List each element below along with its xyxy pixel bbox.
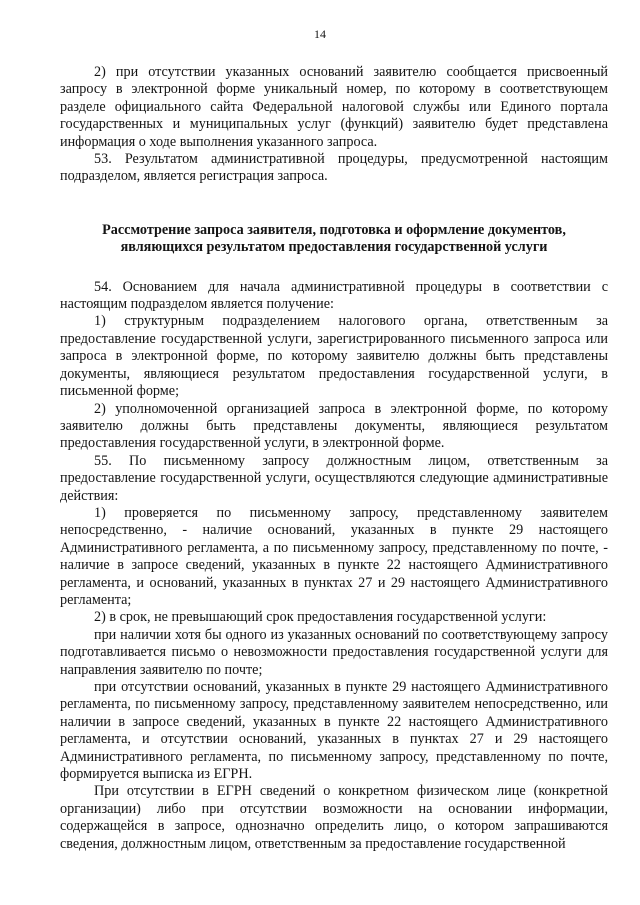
paragraph: при наличии хотя бы одного из указанных оснований по соответствующему запросу подготавливается письмо о невозможности предоставления государственной услуги для направления заявителю по почте; [60, 626, 608, 678]
paragraph: 53. Результатом административной процедуры, предусмотренной настоящим подразделом, является регистрация запроса. [60, 151, 608, 185]
paragraph: 2) уполномоченной организацией запроса в электронной форме, по которому заявителю должны быть представлены документы, являющиеся результатом предоставления государственной услуги, в электронной форме. [60, 400, 608, 452]
paragraph: при отсутствии оснований, указанных в пункте 29 настоящего Административного регламента, по письменному запросу, представленному заявителем непосредственно, или наличии в запросе сведений, указанных в пункте 22 настоящего Административного регламента, и отсутствии оснований, указанных в пунктах 27 и 29 настоящего Административного регламента, по письменному запросу, представленному по почте, формируется выписка из ЕГРН. [60, 679, 608, 783]
paragraph: 1) проверяется по письменному запросу, представленному заявителем непосредственно, - наличие оснований, указанных в пункте 29 настоящего Административного регламента, а по письменному запросу, представленному по почте, - наличие в запросе сведений, указанных в пункте 22 настоящего Административного регламента, и оснований, указанных в пунктах 27 и 29 настоящего Административного регламента; [60, 504, 608, 608]
section-heading [60, 222, 608, 257]
paragraph: 1) структурным подразделением налогового органа, ответственным за предоставление государственной услуги, зарегистрированного письменного запроса или запроса в электронной форме, по которому заявителю должны быть представлены документы, являющиеся результатом предоставления государственной услуги, в письменной форме; [60, 313, 608, 400]
paragraph: При отсутствии в ЕГРН сведений о конкретном физическом лице (конкретной организации) либо при отсутствии возможности на основании информации, содержащейся в запросе, однозначно определить лицо, о котором запрашиваются сведения, должностным лицом, ответственным за предоставление государственной [60, 783, 608, 852]
paragraph: 54. Основанием для начала административной процедуры в соответствии с настоящим подразделом является получение: [60, 278, 608, 313]
paragraph: 55. По письменному запросу должностным лицом, ответственным за предоставление государственной услуги, осуществляются следующие административные действия: [60, 452, 608, 504]
paragraph: 2) в срок, не превышающий срок предоставления государственной услуги: [94, 609, 547, 626]
section-heading-line: являющихся результатом предоставления государственной услуги [120, 239, 548, 256]
paragraph: 2) при отсутствии указанных оснований заявителю сообщается присвоенный запросу в электронной форме уникальный номер, по которому в соответствующем разделе официального сайта Федеральной налоговой службы или Единого портала государственных и муниципальных услуг (функций) заявителю будет представлена информация о ходе выполнения указанного запроса. [60, 64, 608, 150]
document-body [60, 64, 608, 853]
section-heading-line: Рассмотрение запроса заявителя, подготовка и оформление документов, [102, 221, 566, 238]
page-number: 14 [314, 27, 326, 41]
